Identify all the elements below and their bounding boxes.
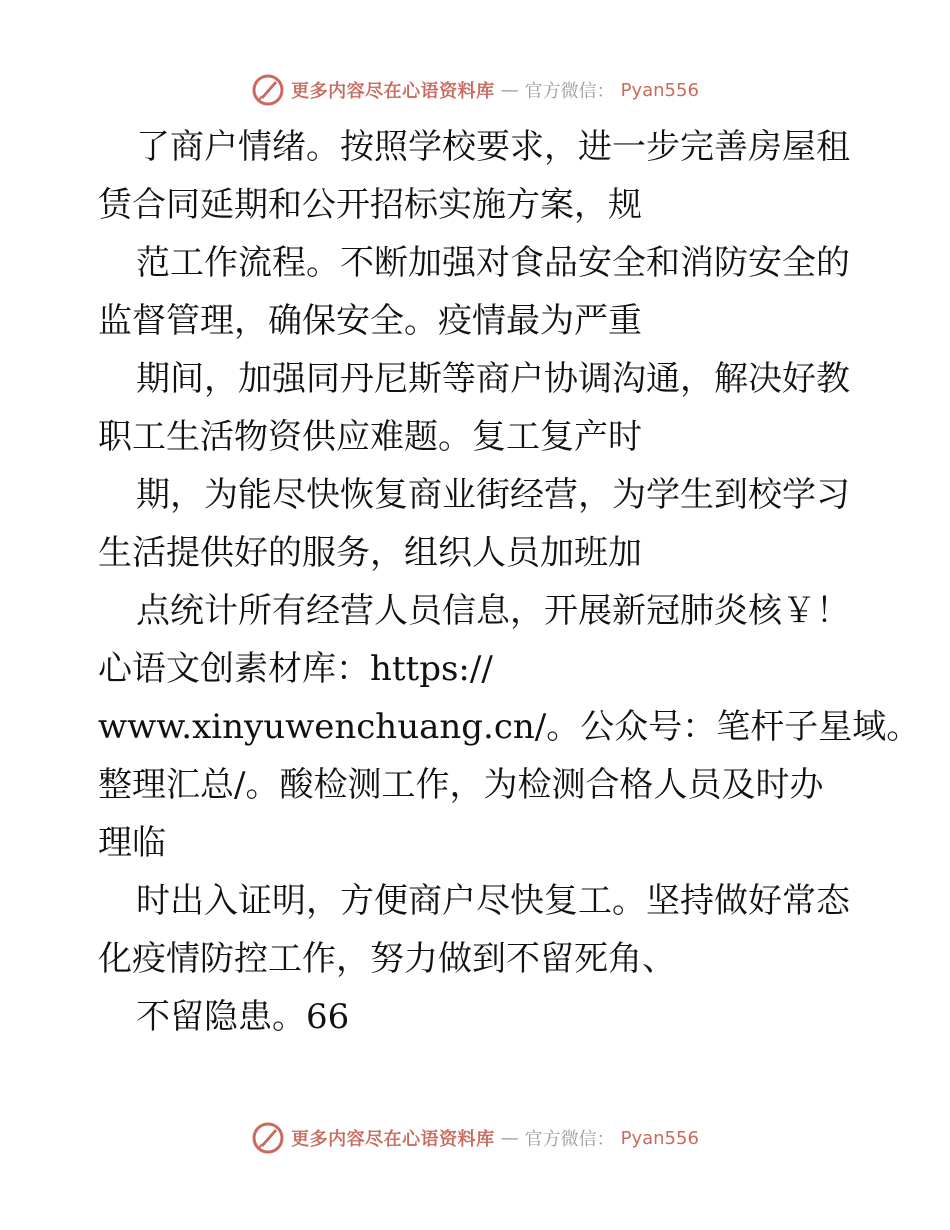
watermark-main-text: 更多内容尽在心语资料库 [291,81,495,102]
watermark-separator: — [500,79,519,101]
watermark-wechat-id: Pyan556 [620,79,699,101]
body-line: 监督管理，确保安全。疫情最为严重 [98,301,642,341]
quill-logo-icon [251,73,285,107]
body-line: 心语文创素材库：https:// [98,649,493,689]
body-line: 生活提供好的服务，组织人员加班加 [98,533,642,573]
body-line: 期间，加强同丹尼斯等商户协调沟通，解决好教 [136,359,850,399]
body-line: 职工生活物资供应难题。复工复产时 [98,417,642,457]
watermark-sub-text: 官方微信： [524,81,615,102]
body-line: 期，为能尽快恢复商业街经营，为学生到校学习 [136,475,850,515]
body-text [98,118,921,1046]
watermark-sub-text: 官方微信： [524,1129,615,1150]
body-line: 不留隐患。66 [136,997,350,1037]
body-line: 范工作流程。不断加强对食品安全和消防安全的 [136,243,850,283]
body-line: 化疫情防控工作，努力做到不留死角、 [98,939,676,979]
watermark-main-text: 更多内容尽在心语资料库 [291,1129,495,1150]
body-line: 理临 [98,823,166,863]
body-line: 整理汇总/。酸检测工作，为检测合格人员及时办 [98,765,824,805]
header-watermark [0,70,950,110]
quill-logo-icon [251,1121,285,1155]
watermark-wechat-id: Pyan556 [620,1127,699,1149]
body-line: 时出入证明，方便商户尽快复工。坚持做好常态 [136,881,850,921]
body-line: 赁合同延期和公开招标实施方案，规 [98,185,642,225]
body-line: www.xinyuwenchuang.cn/。公众号：笔杆子星域。 [98,707,921,747]
footer-watermark [0,1118,950,1158]
watermark-separator: — [500,1127,519,1149]
body-line: 点统计所有经营人员信息，开展新冠肺炎核￥！ [136,591,850,631]
body-line: 了商户情绪。按照学校要求，进一步完善房屋租 [136,127,850,167]
